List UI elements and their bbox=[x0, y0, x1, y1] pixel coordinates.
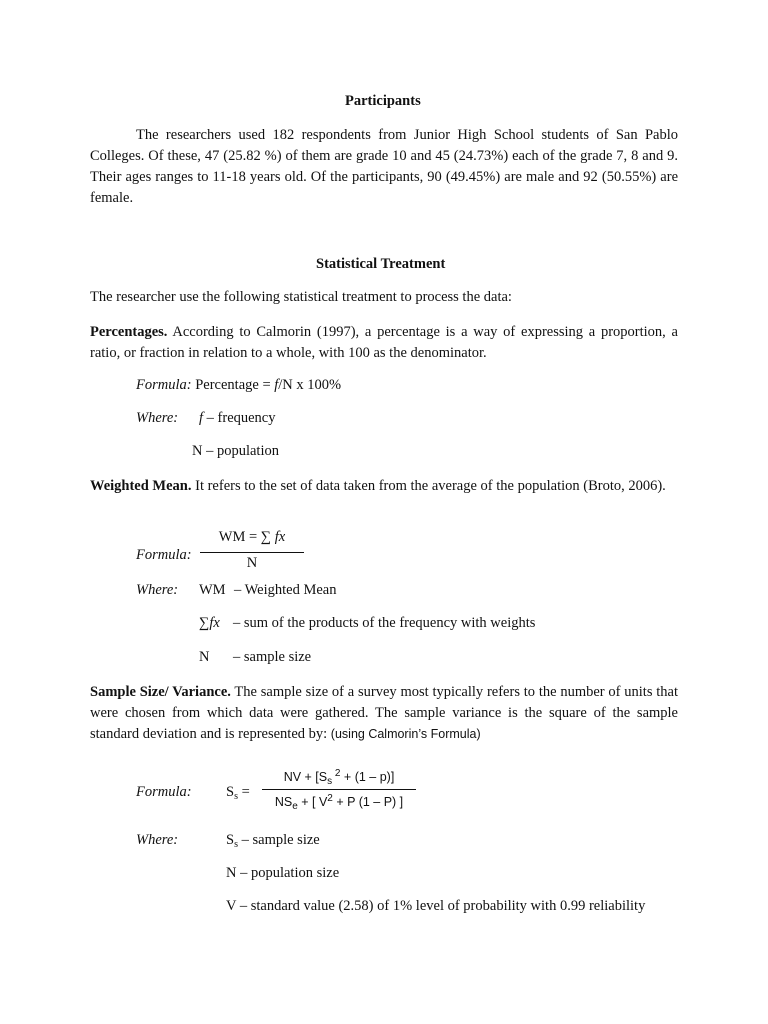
percentages-paragraph bbox=[90, 322, 678, 364]
where-frequency bbox=[199, 410, 276, 427]
sum-symbol: ∑ bbox=[199, 615, 210, 631]
wm-where-wm: WM bbox=[199, 582, 226, 598]
wm-where-wm-desc: – Weighted Mean bbox=[234, 582, 337, 598]
ss-S: S bbox=[226, 784, 235, 800]
num-b: + (1 – p)] bbox=[340, 770, 395, 784]
fx-symbol: fx bbox=[209, 615, 220, 631]
percentages-term: Percentages. bbox=[90, 324, 168, 340]
percentage-formula bbox=[136, 377, 341, 394]
wm-denominator: N bbox=[246, 555, 258, 571]
formula-f: f bbox=[274, 377, 279, 393]
wm-fraction-line bbox=[200, 552, 304, 553]
sample-size-paragraph bbox=[90, 682, 678, 745]
statistical-intro: The researcher use the following statistical treatment to process the data: bbox=[90, 289, 512, 305]
formula-rest: /N x 100% bbox=[278, 377, 342, 393]
wm-num-fx: fx bbox=[274, 529, 286, 545]
formula-label: Formula: bbox=[136, 377, 192, 393]
f-symbol: f bbox=[199, 410, 204, 426]
where-population: N – population bbox=[192, 443, 279, 459]
sample-size-term: Sample Size/ Variance. bbox=[90, 684, 231, 700]
den-sub: e bbox=[292, 801, 298, 812]
ss-where-population-size: N – population size bbox=[226, 865, 340, 881]
wm-num-a: WM = ∑ bbox=[218, 529, 275, 545]
w1-sub: s bbox=[234, 839, 238, 850]
num-a: NV + [S bbox=[283, 770, 328, 784]
den-a: NS bbox=[274, 795, 293, 809]
ss-eq: = bbox=[237, 784, 250, 800]
wm-where-n: N bbox=[199, 649, 210, 665]
sample-size-text: The sample size of a survey most typically refers to the number of units that were chosen from which data were gathered. The sample variance is the square of the sample standard deviation and is represented by: bbox=[90, 684, 678, 742]
w1-desc: – sample size bbox=[237, 832, 320, 848]
frequency-desc: – frequency bbox=[203, 410, 276, 426]
weighted-mean-term: Weighted Mean. bbox=[90, 478, 192, 494]
den-c: + P (1 – P) ] bbox=[332, 795, 404, 809]
w1-S: S bbox=[226, 832, 235, 848]
participants-heading: Participants bbox=[345, 93, 421, 109]
ss-where-standard-value: V – standard value (2.58) of 1% level of probability with 0.99 reliability bbox=[226, 898, 646, 914]
ss-lhs bbox=[226, 784, 250, 802]
ss-fraction-line bbox=[262, 789, 416, 790]
num-sub: s bbox=[327, 776, 333, 787]
ss-where-sample-size bbox=[226, 832, 320, 850]
wm-formula-label: Formula: bbox=[136, 547, 192, 563]
calmorin-formula-note: (using Calmorin’s Formula) bbox=[330, 727, 481, 741]
formula-lhs: Percentage = bbox=[191, 377, 275, 393]
wm-numerator bbox=[200, 529, 304, 546]
ss-where-label: Where: bbox=[136, 832, 179, 848]
wm-where-fx-desc: – sum of the products of the frequency with weights bbox=[233, 615, 536, 631]
wm-where-fx bbox=[199, 615, 220, 632]
den-sup: 2 bbox=[327, 793, 333, 804]
weighted-mean-paragraph bbox=[90, 476, 678, 497]
weighted-mean-text: It refers to the set of data taken from the average of the population (Broto, 2006). bbox=[191, 478, 666, 494]
num-sup: 2 bbox=[332, 768, 341, 779]
wm-where-n-desc: – sample size bbox=[233, 649, 312, 665]
participants-paragraph: The researchers used 182 respondents from Junior High School students of San Pablo Colleges. Of these, 47 (25.82 %) of them are grade 10 and 45 (24.73%) each of the grade 7, 8 and 9. Their ages ranges to 11-18 years old. Of the participants, 90 (49.45%) are male and 92 (50.55%) are female. bbox=[90, 127, 678, 206]
ss-sub: s bbox=[234, 791, 238, 802]
den-b: + [ V bbox=[297, 795, 328, 809]
where-label: Where: bbox=[136, 410, 179, 426]
ss-denominator bbox=[262, 793, 416, 812]
wm-where-label: Where: bbox=[136, 582, 179, 598]
ss-formula-label: Formula: bbox=[136, 784, 192, 800]
ss-numerator bbox=[262, 768, 416, 787]
statistical-treatment-heading: Statistical Treatment bbox=[316, 256, 446, 272]
percentages-text: According to Calmorin (1997), a percentage is a way of expressing a proportion, a ratio, or fraction in relation to a whole, with 100 as the denominator. bbox=[90, 324, 678, 361]
